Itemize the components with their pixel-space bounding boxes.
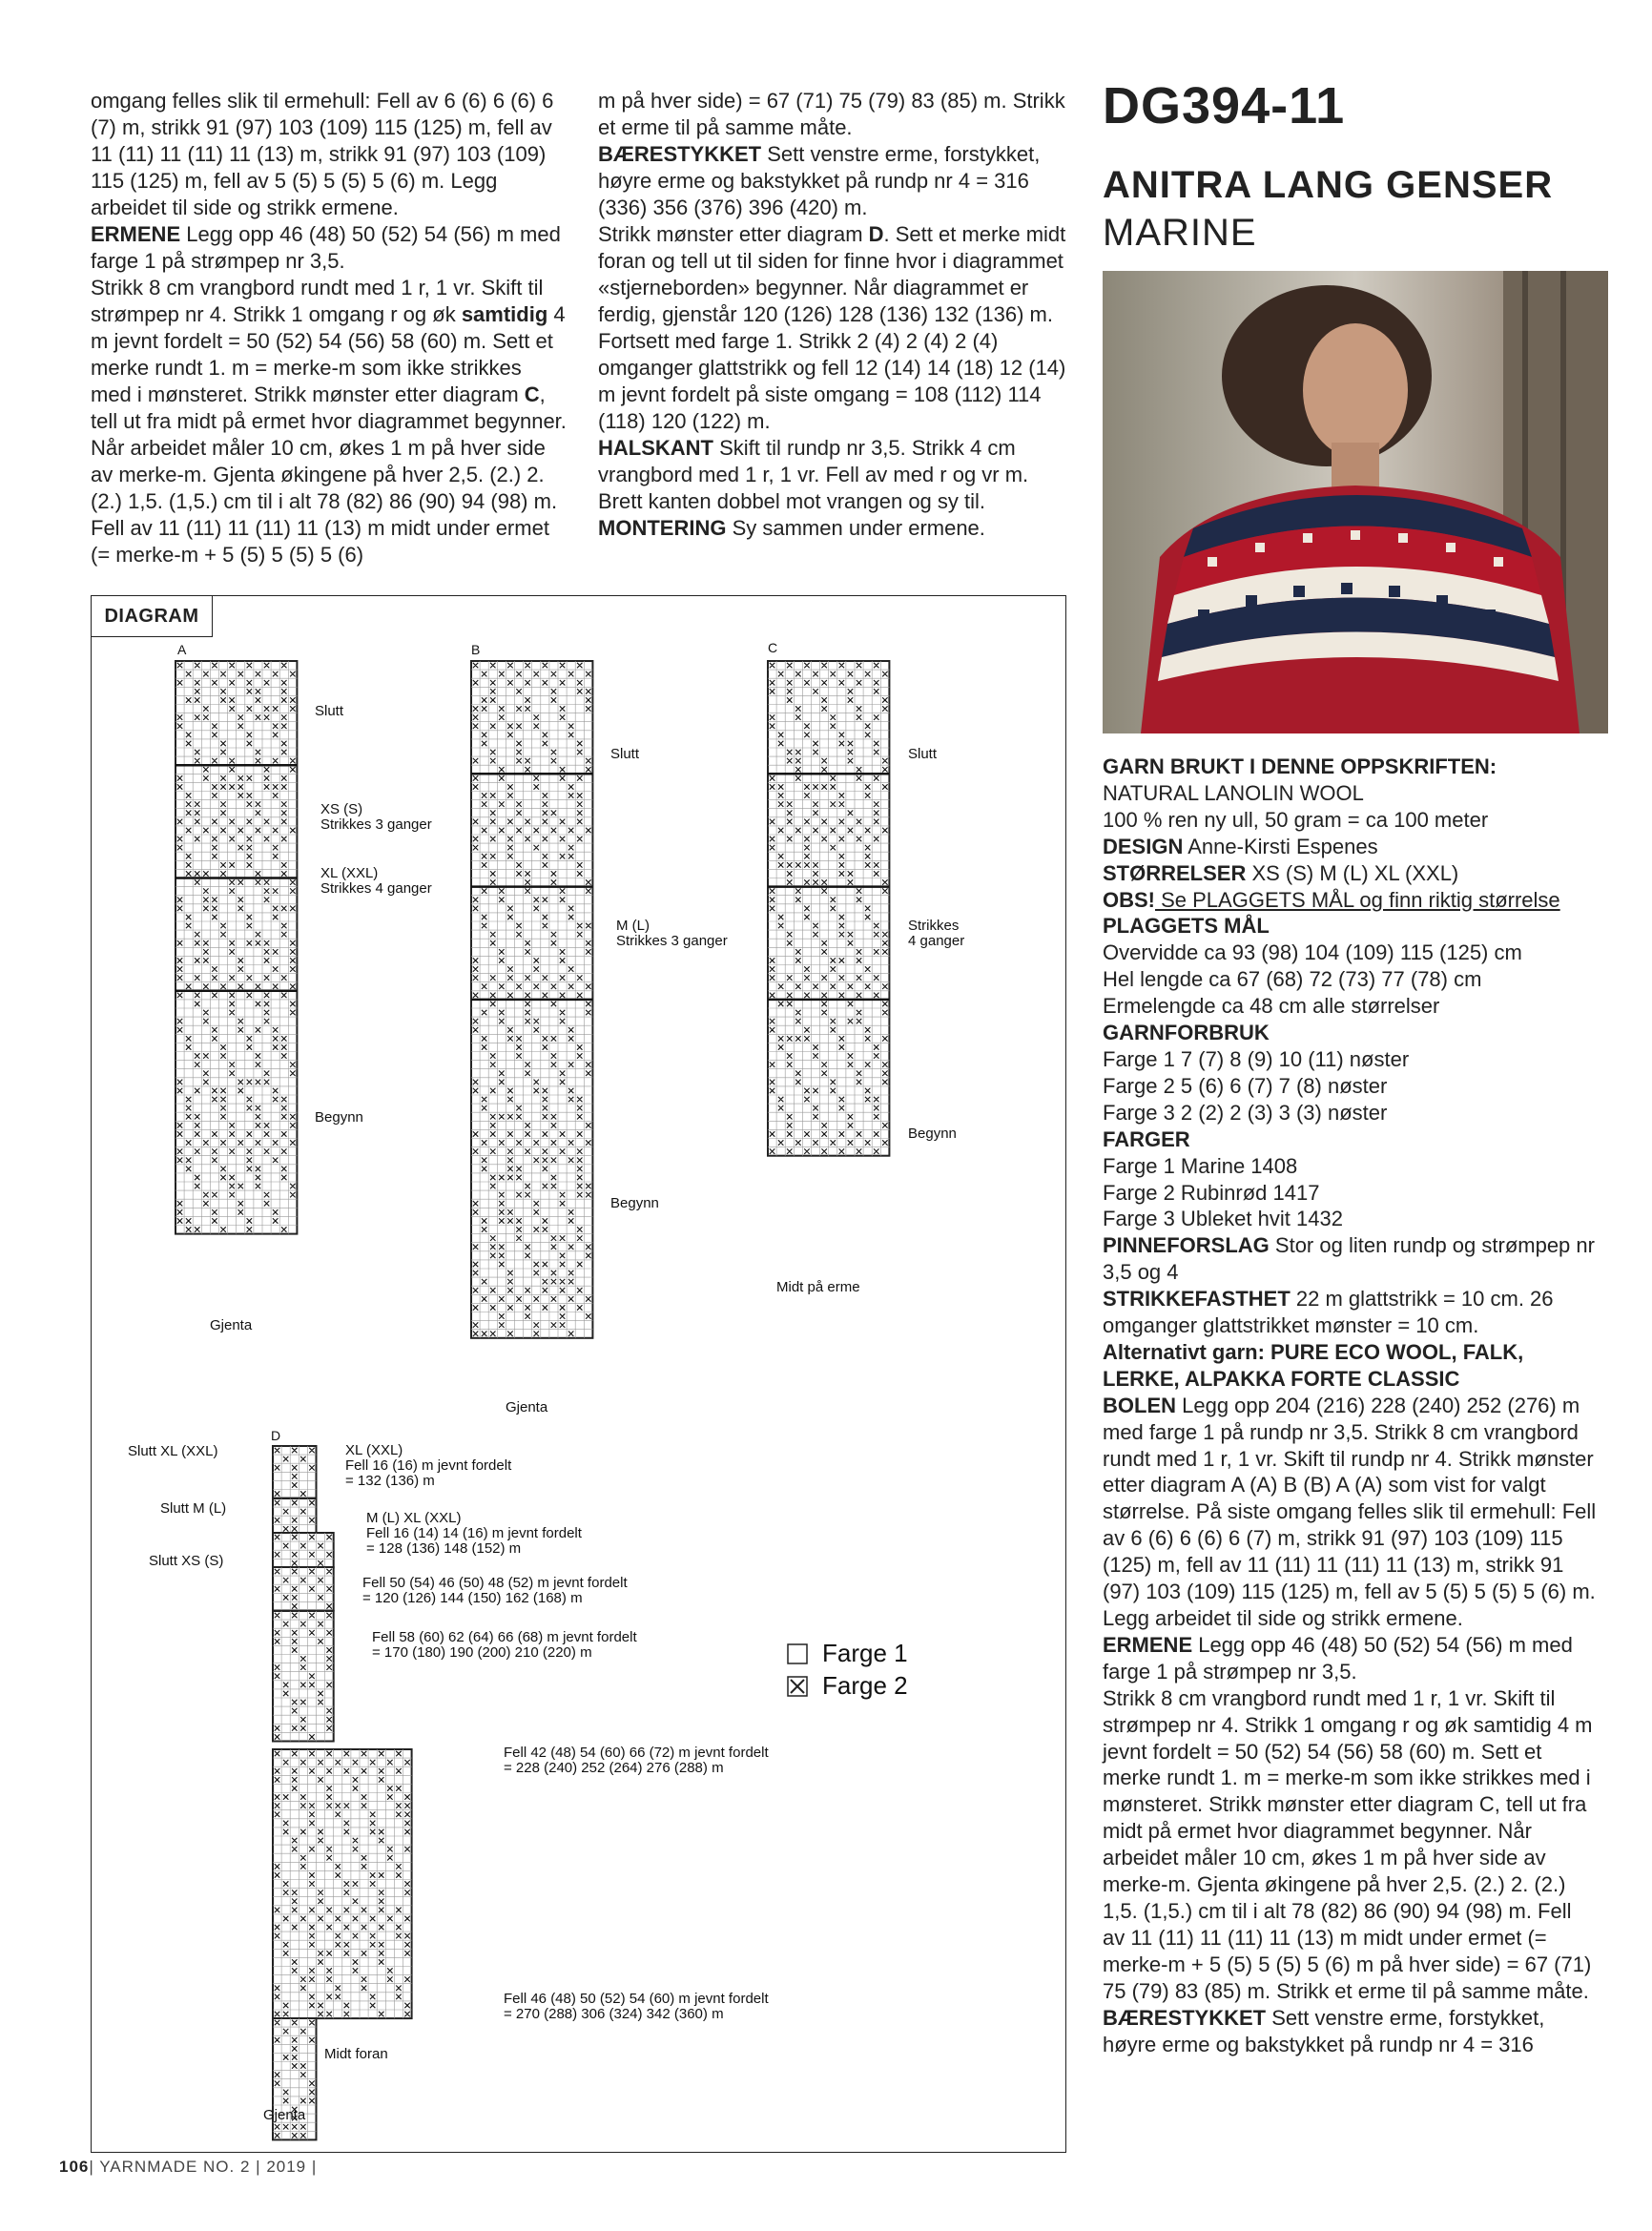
col1-text: 4 m jevnt fordelt = 50 (52) 54 (56) 58 (60) m. Sett et merke rundt 1. m = merke-m som ikke strikkes med i mønsteret. Strikk mønster etter diagram bbox=[91, 302, 566, 406]
chart-b-gjenta: Gjenta bbox=[506, 1399, 548, 1415]
col3-text: Sett venstre erme, forstykket, høyre erme og bakstykket på rundp nr 4 = 316 bbox=[1103, 2005, 1545, 2056]
diagram-tab: DIAGRAM bbox=[91, 595, 213, 637]
chart-d-note3-a: Fell 50 (54) 46 (50) 48 (52) m jevnt fordelt bbox=[362, 1575, 628, 1591]
chart-d-note1-c: = 132 (136) m bbox=[345, 1473, 435, 1489]
chart-b-slutt: Slutt bbox=[610, 746, 640, 762]
col3-text: Farge 3 Ubleket hvit 1432 bbox=[1103, 1207, 1343, 1231]
col2-text: . Sett et merke midt foran og tell ut til siden for finne hvor i diagrammet «stjerneborden» begynner. Når diagrammet er ferdig, gjenstår 120 (126) 128 (136) 132 (136) m. Fortsett med farge 1. Strikk 2 (4) 2 (4) 2 (4) omganger glattstrikk og fell 12 (14) 14 (18) 12 (14) m jevnt fordelt på siste omgang = 108 (112) 114 (118) 120 (122) m. bbox=[598, 222, 1066, 433]
chart-grid bbox=[273, 1498, 317, 1533]
col3-heading: FARGER bbox=[1103, 1126, 1190, 1151]
col3-text: 22 m glattstrikk = 10 cm. 26 omganger glattstrikket mønster = 10 cm. bbox=[1103, 1287, 1554, 1338]
col2-text: Strikk mønster etter diagram bbox=[598, 222, 869, 246]
legend-farge1: Farge 1 bbox=[822, 1639, 908, 1667]
chart-c-label: C bbox=[768, 640, 778, 655]
chart-d-midt: Midt foran bbox=[324, 2046, 388, 2062]
col2-text: Sett venstre erme, forstykket, høyre erme og bakstykket på rundp nr 4 = 316 (336) 356 (376) 396 (420) m. bbox=[598, 142, 1041, 219]
chart-c-rep: Strikkes bbox=[908, 918, 960, 934]
col2-text: Sy sammen under ermene. bbox=[726, 516, 985, 540]
col3-heading: PINNEFORSLAG bbox=[1103, 1233, 1270, 1258]
col3-heading: BOLEN bbox=[1103, 1393, 1176, 1417]
chart-d-note2-c: = 128 (136) 148 (152) m bbox=[366, 1540, 522, 1557]
chart-b-rep: M (L) bbox=[616, 918, 650, 934]
col3-text: Farge 1 7 (7) 8 (9) 10 (11) nøster bbox=[1103, 1046, 1410, 1071]
col3-text: Farge 2 Rubinrød 1417 bbox=[1103, 1180, 1320, 1205]
col2-heading: D bbox=[868, 222, 884, 246]
chart-d-note4-a: Fell 58 (60) 62 (64) 66 (68) m jevnt fordelt bbox=[372, 1629, 637, 1645]
col3-text: Ermelengde ca 48 cm alle størrelser bbox=[1103, 994, 1440, 1019]
chart-d-note4-b: = 170 (180) 190 (200) 210 (220) m bbox=[372, 1644, 592, 1661]
col2-text: Skift til rundp nr 3,5. Strikk 4 cm vrangbord med 1 r, 1 vr. Fell av med r og vr m. Brett kanten dobbel mot vrangen og sy til. bbox=[598, 436, 1029, 513]
chart-d-gjenta: Gjenta bbox=[263, 2107, 306, 2123]
chart-d-slutt-xs: Slutt XS (S) bbox=[149, 1553, 224, 1569]
chart-a-label: A bbox=[177, 642, 187, 657]
chart-d-note2-a: M (L) XL (XXL) bbox=[366, 1510, 462, 1526]
col3-heading: DESIGN bbox=[1103, 834, 1184, 858]
chart-c-midt: Midt på erme bbox=[776, 1279, 860, 1295]
chart-d-note5-b: = 228 (240) 252 (264) 276 (288) m bbox=[504, 1760, 724, 1776]
col3-heading: Alternativt garn: PURE ECO WOOL, FALK, LERKE, ALPAKKA FORTE CLASSIC bbox=[1103, 1339, 1524, 1391]
legend-farge2: Farge 2 bbox=[822, 1671, 908, 1700]
col3-heading: BÆRESTYKKET bbox=[1103, 2005, 1267, 2030]
col2-heading: BÆRESTYKKET bbox=[598, 142, 762, 166]
col3-text: Strikk 8 cm vrangbord rundt med 1 r, 1 vr. Skift til strømpep nr 4. Strikk 1 omgang r og øk samtidig 4 m jevnt fordelt = 50 (52) 54 (56) 58 (60) m. Sett et merke rundt 1. m = merke-m som ikke strikkes med i mønsteret. Strikk mønster etter diagram C, tell ut fra midt på ermet hvor diagrammet begynner. Når arbeidet måler 10 cm, økes 1 m på hver side av merke-m. Gjenta økingene på hver 2,5. (2.) 2. (2.) 1,5. (1,5.) cm til i alt 78 (82) 86 (90) 94 (98) m. Fell av 11 (11) 11 (11) 11 (13) m midt under ermet (= merke-m + 5 (5) 5 (5) 5 (6) m på hver side) = 67 (71) 75 (79) 83 (85) m. Strikk et erme til på samme måte. bbox=[1103, 1685, 1593, 2003]
chart-grid bbox=[273, 1611, 334, 1742]
chart-a-rep1b: Strikkes 3 ganger bbox=[320, 816, 432, 833]
pattern-subtitle: MARINE bbox=[1103, 212, 1257, 254]
col3-heading: STRIKKEFASTHET bbox=[1103, 1287, 1291, 1312]
page-number: 106 bbox=[59, 2158, 90, 2176]
chart-grid bbox=[273, 1446, 317, 1498]
chart-d-note2-b: Fell 16 (14) 14 (16) m jevnt fordelt bbox=[366, 1525, 582, 1541]
chart-d-slutt-m: Slutt M (L) bbox=[160, 1500, 227, 1517]
col1-text: Strikk 8 cm vrangbord rundt med 1 r, 1 vr. Skift til strømpep nr 4. Strikk 1 omgang r og øk bbox=[91, 276, 544, 326]
col1-heading: ERMENE bbox=[91, 222, 181, 246]
page-footer: 106| YARNMADE NO. 2 | 2019 | bbox=[59, 2158, 318, 2176]
col3-text: Anne-Kirsti Espenes bbox=[1183, 834, 1378, 858]
col3-text: NATURAL LANOLIN WOOL bbox=[1103, 780, 1364, 805]
chart-c-repb: 4 ganger bbox=[908, 933, 965, 949]
col3-text: Hel lengde ca 67 (68) 72 (73) 77 (78) cm bbox=[1103, 967, 1482, 992]
col1-heading: C bbox=[524, 382, 540, 406]
col1-text: Legg opp 46 (48) 50 (52) 54 (56) m med farge 1 på strømpep nr 3,5. bbox=[91, 222, 561, 273]
chart-d-note1-a: XL (XXL) bbox=[345, 1442, 403, 1458]
chart-grid bbox=[768, 661, 889, 1156]
chart-a-gjenta: Gjenta bbox=[210, 1317, 253, 1333]
chart-a-rep1: XS (S) bbox=[320, 801, 363, 817]
chart-b-label: B bbox=[471, 642, 481, 657]
pattern-title: ANITRA LANG GENSER bbox=[1103, 164, 1554, 206]
col1-text: omgang felles slik til ermehull: Fell av 6 (6) 6 (6) 6 (7) m, strikk 91 (97) 103 (109) 115 (125) m, fell av 11 (11) 11 (11) 11 (13) m, strikk 91 (97) 103 (109) 115 (125) m, fell av 5 (5) 5 (5) 5 (6) m. Legg arbeidet til side og strikk ermene. bbox=[91, 89, 554, 219]
chart-d-note5-a: Fell 42 (48) 54 (60) 66 (72) m jevnt fordelt bbox=[504, 1745, 769, 1761]
col3-heading: GARNFORBRUK bbox=[1103, 1021, 1270, 1045]
chart-c-slutt: Slutt bbox=[908, 746, 938, 762]
col3-heading: GARN BRUKT I DENNE OPPSKRIFTEN: bbox=[1103, 754, 1497, 778]
col3-heading: STØRRELSER bbox=[1103, 860, 1247, 885]
col3-heading: ERMENE bbox=[1103, 1632, 1193, 1657]
col2-heading: MONTERING bbox=[598, 516, 727, 540]
col3-heading: PLAGGETS MÅL bbox=[1103, 914, 1270, 939]
chart-a-rep2b: Strikkes 4 ganger bbox=[320, 880, 432, 897]
legend-farge1-swatch bbox=[788, 1644, 807, 1663]
col3-text: Stor og liten rundp og strømpep nr 3,5 og 4 bbox=[1103, 1233, 1595, 1285]
chart-a-slutt: Slutt bbox=[315, 703, 344, 719]
col1-text: , tell ut fra midt på ermet hvor diagrammet begynner. Når arbeidet måler 10 cm, økes 1 m på hver side av merke-m. Gjenta økingene på hver 2,5. (2.) 2. (2.) 1,5. (1,5.) cm til i alt 78 (82) 86 (90) 94 (98) m. Fell av 11 (11) 11 (11) 11 (13) m midt under ermet (= merke-m + 5 (5) 5 (5) 5 (6) bbox=[91, 382, 567, 567]
chart-grid bbox=[273, 1533, 334, 1567]
col3-text: XS (S) M (L) XL (XXL) bbox=[1246, 860, 1459, 885]
col3-text: Farge 3 2 (2) 2 (3) 3 (3) nøster bbox=[1103, 1100, 1388, 1125]
issue-year: 2019 bbox=[266, 2158, 307, 2176]
col3-text: Legg opp 46 (48) 50 (52) 54 (56) m med farge 1 på strømpep nr 3,5. bbox=[1103, 1632, 1573, 1684]
chart-grid bbox=[273, 1567, 334, 1611]
col3-text: Farge 1 Marine 1408 bbox=[1103, 1153, 1298, 1178]
col3-text: Se PLAGGETS MÅL og finn riktig størrelse bbox=[1155, 887, 1560, 912]
chart-d-note6-a: Fell 46 (48) 50 (52) 54 (60) m jevnt fordelt bbox=[504, 1991, 769, 2007]
col3-heading: OBS! bbox=[1103, 887, 1155, 912]
chart-d-note6-b: = 270 (288) 306 (324) 342 (360) m bbox=[504, 2006, 724, 2022]
chart-d-label: D bbox=[271, 1428, 281, 1443]
chart-grid bbox=[176, 661, 297, 1234]
col3-text: 100 % ren ny ull, 50 gram = ca 100 meter bbox=[1103, 807, 1489, 832]
chart-d-note3-b: = 120 (126) 144 (150) 162 (168) m bbox=[362, 1590, 583, 1606]
chart-grid bbox=[471, 661, 592, 1338]
col3-text: Legg opp 204 (216) 228 (240) 252 (276) m med farge 1 på rundp nr 3,5. Strikk 8 cm vrangbord rundt med 1 r, 1 vr. Skift til rundp nr 4. Strikk mønster etter diagram A (A) B (B) A (A) som vist for valgt størrelse. På siste omgang felles slik til ermehull: Fell av 6 (6) 6 (6) 6 (7) m, strikk 91 (97) 103 (109) 115 (125) m, fell av 11 (11) 11 (11) 11 (13) m, strikk 91 (97) 103 (109) 115 (125) m, fell av 5 (5) 5 (5) 5 (6) m. Legg arbeidet til side og strikk ermene. bbox=[1103, 1393, 1597, 1630]
col3-text: Overvidde ca 93 (98) 104 (109) 115 (125) cm bbox=[1103, 940, 1522, 965]
chart-c-begynn: Begynn bbox=[908, 1126, 957, 1142]
pattern-code: DG394-11 bbox=[1103, 77, 1346, 134]
chart-d-note1-b: Fell 16 (16) m jevnt fordelt bbox=[345, 1457, 512, 1474]
chart-a-rep2: XL (XXL) bbox=[320, 865, 379, 881]
col2-text: m på hver side) = 67 (71) 75 (79) 83 (85) m. Strikk et erme til på samme måte. bbox=[598, 89, 1065, 139]
col3-text: Farge 2 5 (6) 6 (7) 7 (8) nøster bbox=[1103, 1073, 1388, 1098]
col1-heading: samtidig bbox=[461, 302, 548, 326]
chart-grid bbox=[273, 1749, 412, 2018]
chart-d-slutt-xl: Slutt XL (XXL) bbox=[128, 1443, 218, 1459]
magazine-name: YARNMADE NO. 2 bbox=[99, 2158, 251, 2176]
chart-b-repb: Strikkes 3 ganger bbox=[616, 933, 728, 949]
chart-b-begynn: Begynn bbox=[610, 1195, 659, 1211]
col2-heading: HALSKANT bbox=[598, 436, 713, 460]
chart-a-begynn: Begynn bbox=[315, 1109, 363, 1126]
